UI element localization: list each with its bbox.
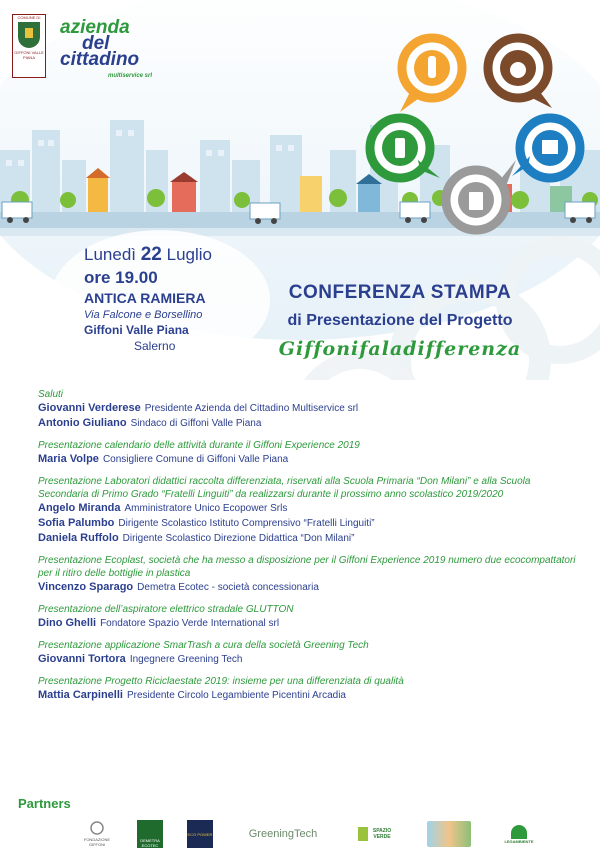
event-province: Salerno [134,339,176,353]
crest-text-bottom: GIFFONI VALLE PIANA [14,50,44,60]
program-intro: Presentazione Progetto Riciclaestate 2019: insieme per una differenziata di qualità [38,676,404,687]
organic-waste-icon [510,62,526,78]
partner-logo-demetra [136,819,164,849]
program-intro: Presentazione calendario delle attività durante il Giffoni Experience 2019 [38,440,360,451]
partner-logo-legambiente [500,819,538,849]
speaker [38,531,578,546]
program-item [38,388,578,431]
program-item [38,475,578,546]
speaker-name: Mattia Carpinelli [38,689,123,701]
program-item [38,439,578,467]
speaker [38,652,578,667]
speaker-name: Giovanni Tortora [38,653,126,665]
speaker-name: Giovanni Verderese [38,402,141,414]
program-intro: Presentazione applicazione SmarTrash a cura della società Greening Tech [38,640,369,651]
event-city: Giffoni Valle Piana [84,323,189,337]
partner-label: SPAZIO VERDE [372,828,392,840]
azienda-logo [60,17,153,84]
speaker [38,616,578,631]
partner-label: DEMETRA ECOTEC [137,820,163,848]
logo-line4: multiservice srl [108,73,153,79]
spazio-verde-icon [358,827,368,841]
event-date [84,244,212,266]
speaker-name: Daniela Ruffolo [38,532,119,544]
logo-line3: cittadino [60,49,140,70]
speaker-role: Ingegnere Greening Tech [129,654,243,665]
speaker [38,452,578,467]
event-month: Luglio [166,245,212,264]
speaker-name: Maria Volpe [38,453,99,465]
speaker-name: Antonio Giuliano [38,417,127,429]
speaker-role: Fondatore Spazio Verde International srl [100,618,280,629]
plastic-bottle-icon [428,56,436,78]
legambiente-icon [511,825,527,839]
program-intro: Saluti [38,389,64,400]
partner-logo-fondazione-giffoni [76,819,118,849]
speaker-role: Consigliere Comune di Giffoni Valle Piana [102,454,289,465]
speaker [38,688,578,703]
conference-subtitle: di Presentazione del Progetto [287,312,513,329]
speaker [38,516,578,531]
speaker-role: Dirigente Scolastico Istituto Comprensivo “Fratelli Linguiti” [118,518,375,529]
project-name: Giffonifaladifferenza [278,338,522,360]
speaker [38,501,578,516]
speaker [38,416,578,431]
partner-label: FONDAZIONE GIFFONI [83,837,111,847]
paper-icon [542,140,558,154]
partner-logo-spazio-verde [354,819,398,849]
event-day-number: 22 [140,244,162,265]
crest-text-top: COMUNE DI [17,15,41,20]
speaker [38,401,578,416]
event-day: Lunedì [84,245,136,264]
speaker-role: Dirigente Scolastico Direzione Didattica “Don Milani” [122,533,355,544]
trash-bin-icon [469,192,483,210]
municipality-crest [12,14,46,78]
logo-line1: azienda [60,17,130,38]
event-info [84,244,212,353]
logo-line2: del [82,33,110,54]
program-list [38,388,578,711]
speaker-role: Presidente Azienda del Cittadino Multiservice srl [144,403,359,414]
speaker-name: Dino Ghelli [38,617,97,629]
program-intro: Presentazione dell’aspiratore elettrico stradale GLUTTON [38,604,294,615]
program-item [38,603,578,631]
partner-logo-greeningtech [238,819,328,849]
event-venue: ANTICA RAMIERA [84,290,206,306]
speaker-name: Sofia Palumbo [38,517,115,529]
speaker-role: Sindaco di Giffoni Valle Piana [130,418,262,429]
speaker-name: Vincenzo Sparago [38,581,134,593]
partner-photo-icon [427,821,471,847]
partner-label: LEGAMBIENTE [504,838,534,844]
speaker [38,580,578,595]
glass-icon [395,138,405,158]
event-time: ore 19.00 [84,268,158,287]
crest-shield-icon [18,22,40,48]
fondazione-giffoni-icon [86,821,108,835]
speaker-name: Angelo Miranda [38,502,121,514]
partner-logo-image [426,819,472,849]
conference-heading [250,282,550,360]
program-intro: Presentazione Laboratori didattici raccolta differenziata, riservati alla Scuola Primaria “Don Milani” e alla Scuola Secondaria di Primo Grado “Fratelli Linguiti” da realizzarsi durante il prossimo anno scolastico 2019/2020 [38,476,531,500]
program-item [38,675,578,703]
program-item [38,554,578,595]
event-address: Via Falcone e Borsellino [84,309,203,321]
partners-strip [0,815,600,857]
hero-banner [0,0,600,380]
speaker-role: Demetra Ecotec - società concessionaria [137,582,319,593]
partner-label: ECO POWER [187,820,213,848]
partner-label: GreeningTech [248,828,318,840]
speaker-role: Amministratore Unico Ecopower Srls [124,503,288,514]
partners-title: Partners [18,796,71,811]
program-intro: Presentazione Ecoplast, società che ha messo a disposizione per il Giffoni Experience 2019 numero due ecocompattatori per il ritiro delle bottiglie in plastica [38,555,576,579]
speaker-role: Presidente Circolo Legambiente Picentini Arcadia [126,690,346,701]
partner-logo-ecopower [186,819,214,849]
program-item [38,639,578,667]
conference-title: CONFERENZA STAMPA [288,282,512,303]
